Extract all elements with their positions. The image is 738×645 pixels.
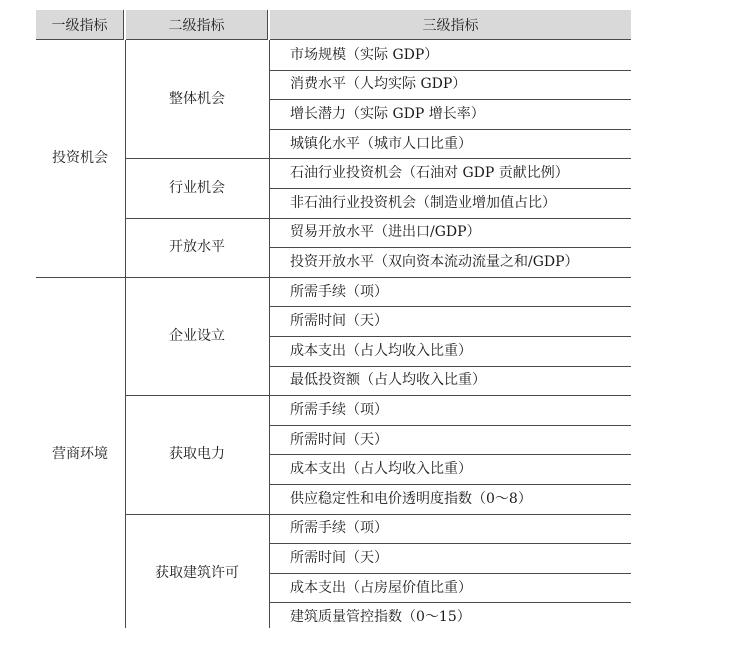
level3-indicator: 城镇化水平（城市人口比重） (290, 135, 472, 152)
row-divider (269, 99, 631, 100)
level2-indicator: 开放水平 (169, 239, 225, 256)
header-level1: 一级指标 (36, 10, 124, 40)
row-divider (125, 218, 631, 219)
level3-indicator: 所需手续（项） (290, 402, 388, 418)
row-divider (125, 514, 631, 515)
level2-indicator: 企业设立 (169, 328, 225, 344)
level2-indicator: 行业机会 (169, 180, 225, 196)
level2-indicator: 获取电力 (169, 446, 225, 463)
level3-indicator: 投资开放水平（双向资本流动流量之和/GDP） (290, 254, 579, 270)
row-divider (269, 543, 631, 544)
level3-indicator: 所需时间（天） (290, 313, 388, 330)
level3-indicator: 最低投资额（占人均收入比重） (290, 372, 486, 389)
row-divider (269, 247, 631, 248)
level3-indicator: 建筑质量管控指数（0～15） (290, 609, 471, 626)
level2-indicator: 获取建筑许可 (155, 564, 239, 581)
level3-indicator: 成本支出（占房屋价值比重） (290, 579, 472, 596)
level3-indicator: 消费水平（人均实际 GDP） (290, 76, 467, 93)
row-divider (269, 366, 631, 367)
level1-indicator: 营商环境 (52, 446, 108, 463)
row-divider (125, 395, 631, 396)
header-level2: 二级指标 (126, 10, 268, 40)
row-divider (269, 129, 631, 130)
level3-indicator: 市场规模（实际 GDP） (290, 46, 439, 63)
level3-indicator: 贸易开放水平（进出口/GDP） (290, 224, 481, 241)
level3-indicator: 所需手续（项） (290, 283, 388, 300)
level3-indicator: 所需时间（天） (290, 431, 388, 448)
level1-indicator: 投资机会 (52, 150, 108, 167)
row-divider (125, 158, 631, 159)
row-divider (269, 425, 631, 426)
level3-indicator: 成本支出（占人均收入比重） (290, 342, 472, 359)
level3-indicator: 供应稳定性和电价透明度指数（0～8） (290, 490, 532, 507)
row-divider (269, 336, 631, 337)
level3-indicator: 增长潜力（实际 GDP 增长率） (290, 106, 485, 122)
row-divider (269, 573, 631, 574)
level3-indicator: 所需时间（天） (290, 550, 388, 566)
level3-indicator: 成本支出（占人均收入比重） (290, 461, 472, 478)
row-divider (269, 306, 631, 307)
row-divider (269, 454, 631, 455)
row-divider (269, 70, 631, 71)
level3-indicator: 非石油行业投资机会（制造业增加值占比） (290, 194, 556, 211)
header-level3: 三级指标 (270, 10, 631, 40)
row-divider (269, 602, 631, 603)
level3-indicator: 石油行业投资机会（石油对 GDP 贡献比例） (290, 165, 569, 182)
row-divider (36, 277, 631, 278)
level2-indicator: 整体机会 (169, 91, 225, 108)
row-divider (269, 188, 631, 189)
level3-indicator: 所需手续（项） (290, 520, 388, 537)
row-divider (269, 484, 631, 485)
